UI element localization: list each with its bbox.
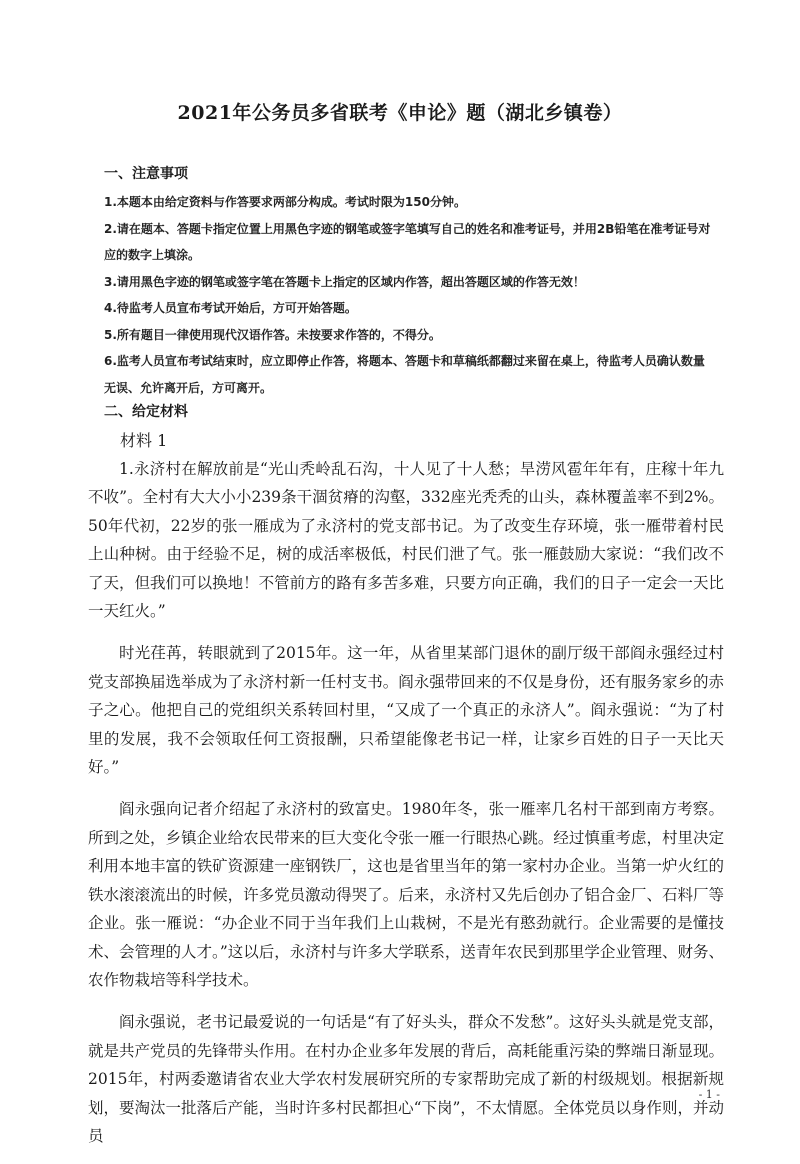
- page-number: - 1 -: [698, 1088, 720, 1101]
- material-body: [88, 455, 724, 1164]
- note-item: 6.监考人员宣布考试结束时，应立即停止作答，将题本、答题卡和草稿纸都翻过来留在桌上，待监考人员确认数量无误、允许离开后，方可离开。: [104, 354, 705, 395]
- material-label: 材料 1: [120, 431, 168, 450]
- page-title: 2021年公务员多省联考《申论》题（湖北乡镇卷）: [177, 102, 623, 124]
- note-item: 2.请在题本、答题卡指定位置上用黑色字迹的钢笔或签字笔填写自己的姓名和准考证号，并用2B铅笔在准考证号对应的数字上填涂。: [104, 221, 711, 262]
- material-paragraph: 阎永强说，老书记最爱说的一句话是“有了好头头，群众不发愁”。这好头头就是党支部，就是共产党员的先锋带头作用。在村办企业多年发展的背后，高耗能重污染的弊端日渐显现。2015年，村两委邀请省农业大学农村发展研究所的专家帮助完成了新的村级规划。根据新规划，要淘汰一批落后产能，当时许多村民都担心“下岗”，不太情愿。全体党员以身作则，并动员: [88, 1013, 724, 1145]
- note-item: 5.所有题目一律使用现代汉语作答。未按要求作答的，不得分。: [104, 327, 441, 342]
- material-paragraph: 1.永济村在解放前是“光山秃岭乱石沟，十人见了十人愁；旱涝风雹年年有，庄稼十年九不收”。全村有大大小小239条干涸贫瘠的沟壑，332座光秃秃的山头，森林覆盖率不到2%。50年代初，22岁的张一雁成为了永济村的党支部书记。为了改变生存环境，张一雁带着村民上山种树。由于经验不足，树的成活率极低，村民们泄了气。张一雁鼓励大家说：“我们改不了天，但我们可以换地！不管前方的路有多苦多难，只要方向正确，我们的日子一定会一天比一天红火。”: [88, 460, 724, 621]
- section-heading-materials: 二、给定材料: [104, 404, 188, 420]
- note-item: 1.本题本由给定资料与作答要求两部分构成。考试时限为150分钟。: [104, 195, 466, 209]
- section-heading-notes: 一、注意事项: [104, 166, 188, 182]
- material-paragraph: 阎永强向记者介绍起了永济村的致富史。1980年冬，张一雁率几名村干部到南方考察。所到之处，乡镇企业给农民带来的巨大变化令张一雁一行眼热心跳。经过慎重考虑，村里决定利用本地丰富的铁矿资源建一座钢铁厂，这也是省里当年的第一家村办企业。当第一炉火红的铁水滚滚流出的时候，许多党员激动得哭了。后来，永济村又先后创办了铝合金厂、石料厂等企业。张一雁说：“办企业不同于当年我们上山栽树，不是光有憨劲就行。企业需要的是懂技术、会管理的人才。”这以后，永济村与许多大学联系，送青年农民到那里学企业管理、财务、农作物栽培等科学技术。: [88, 800, 724, 989]
- note-item: 4.待监考人员宣布考试开始后，方可开始答题。: [104, 301, 357, 315]
- material-paragraph: 时光荏苒，转眼就到了2015年。这一年，从省里某部门退休的副厅级干部阎永强经过村党支部换届选举成为了永济村新一任村支书。阎永强带回来的不仅是身份，还有服务家乡的赤子之心。他把自己的党组织关系转回村里，“又成了一个真正的永济人”。阎永强说：“为了村里的发展，我不会领取任何工资报酬，只希望能像老书记一样，让家乡百姓的日子一天比天好。”: [88, 644, 724, 777]
- notes-list: [104, 189, 716, 401]
- note-item: 3.请用黑色字迹的钢笔或签字笔在答题卡上指定的区域内作答，超出答题区域的作答无效！: [104, 274, 585, 289]
